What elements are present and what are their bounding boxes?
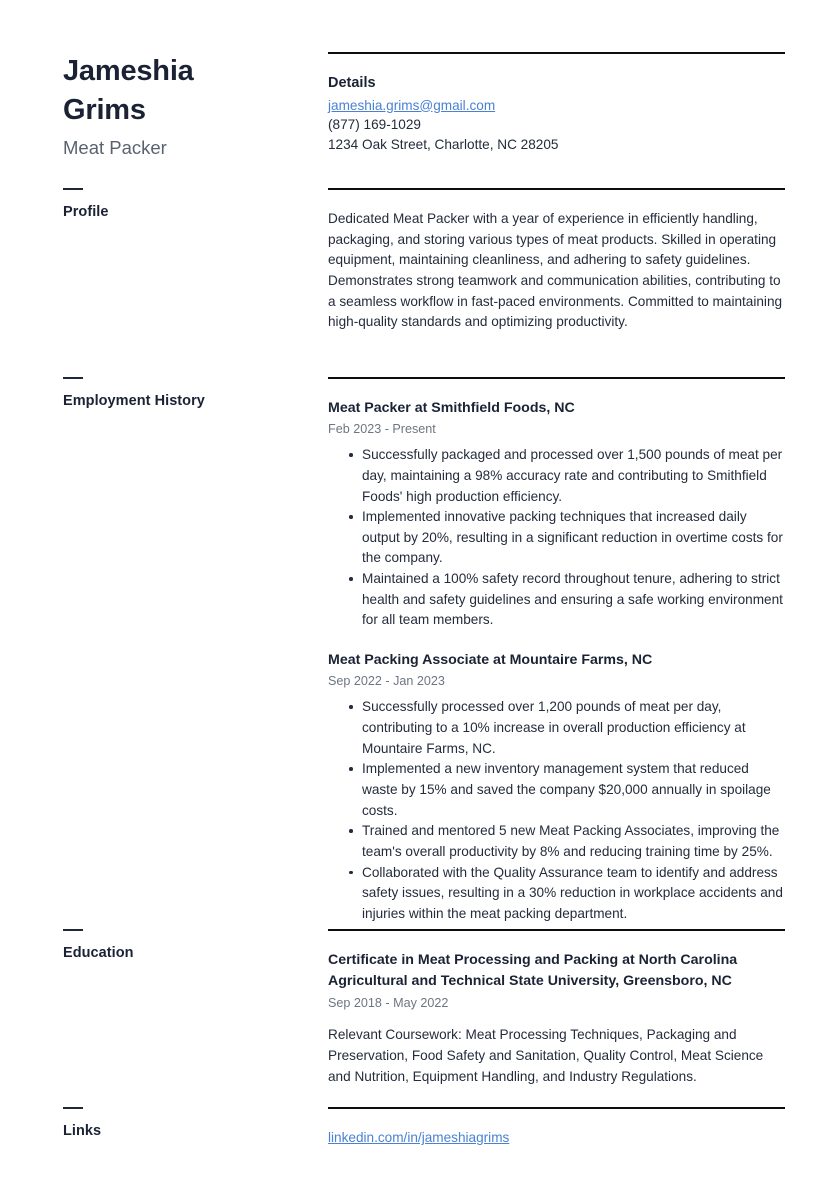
- employment-entry-date: Sep 2022 - Jan 2023: [328, 674, 445, 689]
- education-coursework: Relevant Coursework: Meat Processing Techniques, Packaging and Preservation, Food Safety and Sanitation, Quality Control, Meat Science and Nutrition, Equipment Handling, and Industry Regulations.: [328, 1027, 764, 1084]
- education-entry-date: Sep 2018 - May 2022: [328, 995, 449, 1010]
- profile-label-wrap: [63, 188, 308, 222]
- section-profile-right: [328, 188, 785, 333]
- details-body: [328, 54, 785, 155]
- section-label-education: Education: [63, 945, 134, 961]
- links-label-wrap: [63, 1107, 308, 1141]
- section-education-left: [63, 929, 328, 963]
- section-profile: [63, 188, 785, 333]
- section-label-links: Links: [63, 1123, 102, 1139]
- list-item: Successfully packaged and processed over 1,500 pounds of meat per day, maintaining a 98% accuracy rate and contributing to Smithfield Foods' high production efficiency.: [349, 445, 785, 507]
- employment-entry: [328, 398, 785, 631]
- dash-icon: [63, 929, 83, 931]
- list-item: Trained and mentored 5 new Meat Packing Associates, improving the team's overall productivity by 8% and reducing training time by 25%.: [349, 821, 785, 862]
- section-employment-history: [63, 377, 785, 925]
- education-entry-title: Certificate in Meat Processing and Packing at North Carolina Agricultural and Technical State University, Greensboro, NC: [328, 952, 738, 990]
- details-address: 1234 Oak Street, Charlotte, NC 28205: [328, 136, 559, 152]
- dash-icon: [63, 1107, 83, 1109]
- employment-entry-bullets: [328, 697, 785, 924]
- section-employment-left: [63, 377, 328, 411]
- details-heading: Details: [328, 75, 376, 91]
- details-email-row: [328, 96, 785, 116]
- dash-icon: [63, 188, 83, 190]
- email-link[interactable]: jameshia.grims@gmail.com: [328, 97, 496, 113]
- employment-entry-date: Feb 2023 - Present: [328, 422, 436, 437]
- employment-entry: [328, 650, 785, 924]
- section-profile-left: [63, 188, 328, 222]
- links-row: [328, 1128, 785, 1148]
- list-item: Implemented innovative packing techniques that increased daily output by 20%, resulting in a significant reduction in overtime costs for the company.: [349, 507, 785, 569]
- section-links: [63, 1107, 785, 1148]
- employment-entry-title: Meat Packer at Smithfield Foods, NC: [328, 400, 575, 416]
- section-label-employment-history: Employment History: [63, 393, 205, 409]
- details-phone: (877) 169-1029: [328, 117, 421, 133]
- section-label-profile: Profile: [63, 204, 109, 220]
- linkedin-link[interactable]: linkedin.com/in/jameshiagrims: [328, 1130, 510, 1145]
- section-details: [63, 52, 785, 155]
- employment-label-wrap: [63, 377, 308, 411]
- list-item: Maintained a 100% safety record throughout tenure, adhering to strict health and safety guidelines and ensuring a safe working environment for all team members.: [349, 569, 785, 631]
- candidate-name-line-1: Jameshia: [63, 55, 194, 87]
- list-item: Successfully processed over 1,200 pounds of meat per day, contributing to a 10% increase in overall production efficiency at Mountaire Farms, NC.: [349, 697, 785, 759]
- education-entry: [328, 950, 785, 1087]
- employment-entry-title: Meat Packing Associate at Mountaire Farms, NC: [328, 652, 653, 669]
- employment-entry-bullets: [328, 445, 785, 631]
- employment-body: [328, 379, 785, 925]
- section-links-left: [63, 1107, 328, 1141]
- education-label-wrap: [63, 929, 308, 963]
- section-details-right: [328, 52, 785, 155]
- section-education-right: [328, 929, 785, 1087]
- dash-icon: [63, 377, 83, 379]
- profile-text: Dedicated Meat Packer with a year of experience in efficiently handling, packaging, and storing various types of meat products. Skilled in operating equipment, maintaining cleanliness, and adhering to safety guidelines. Demonstrates strong teamwork and communication abilities, contributing to a seamless workflow in fast-paced environments. Committed to maintaining high-quality standards and optimizing productivity.: [328, 211, 783, 330]
- links-body: [328, 1109, 785, 1148]
- list-item: Collaborated with the Quality Assurance team to identify and address safety issues, resulting in a 30% reduction in workplace accidents and injuries within the meat packing department.: [349, 863, 785, 925]
- section-links-right: [328, 1107, 785, 1148]
- list-item: Implemented a new inventory management system that reduced waste by 15% and saved the company $20,000 annually in spoilage costs.: [349, 759, 785, 821]
- candidate-name-line-2: Grims: [63, 93, 146, 126]
- education-body: [328, 931, 785, 1087]
- section-employment-right: [328, 377, 785, 925]
- candidate-job-title: Meat Packer: [63, 137, 167, 159]
- section-education: [63, 929, 785, 1087]
- profile-body: [328, 190, 785, 333]
